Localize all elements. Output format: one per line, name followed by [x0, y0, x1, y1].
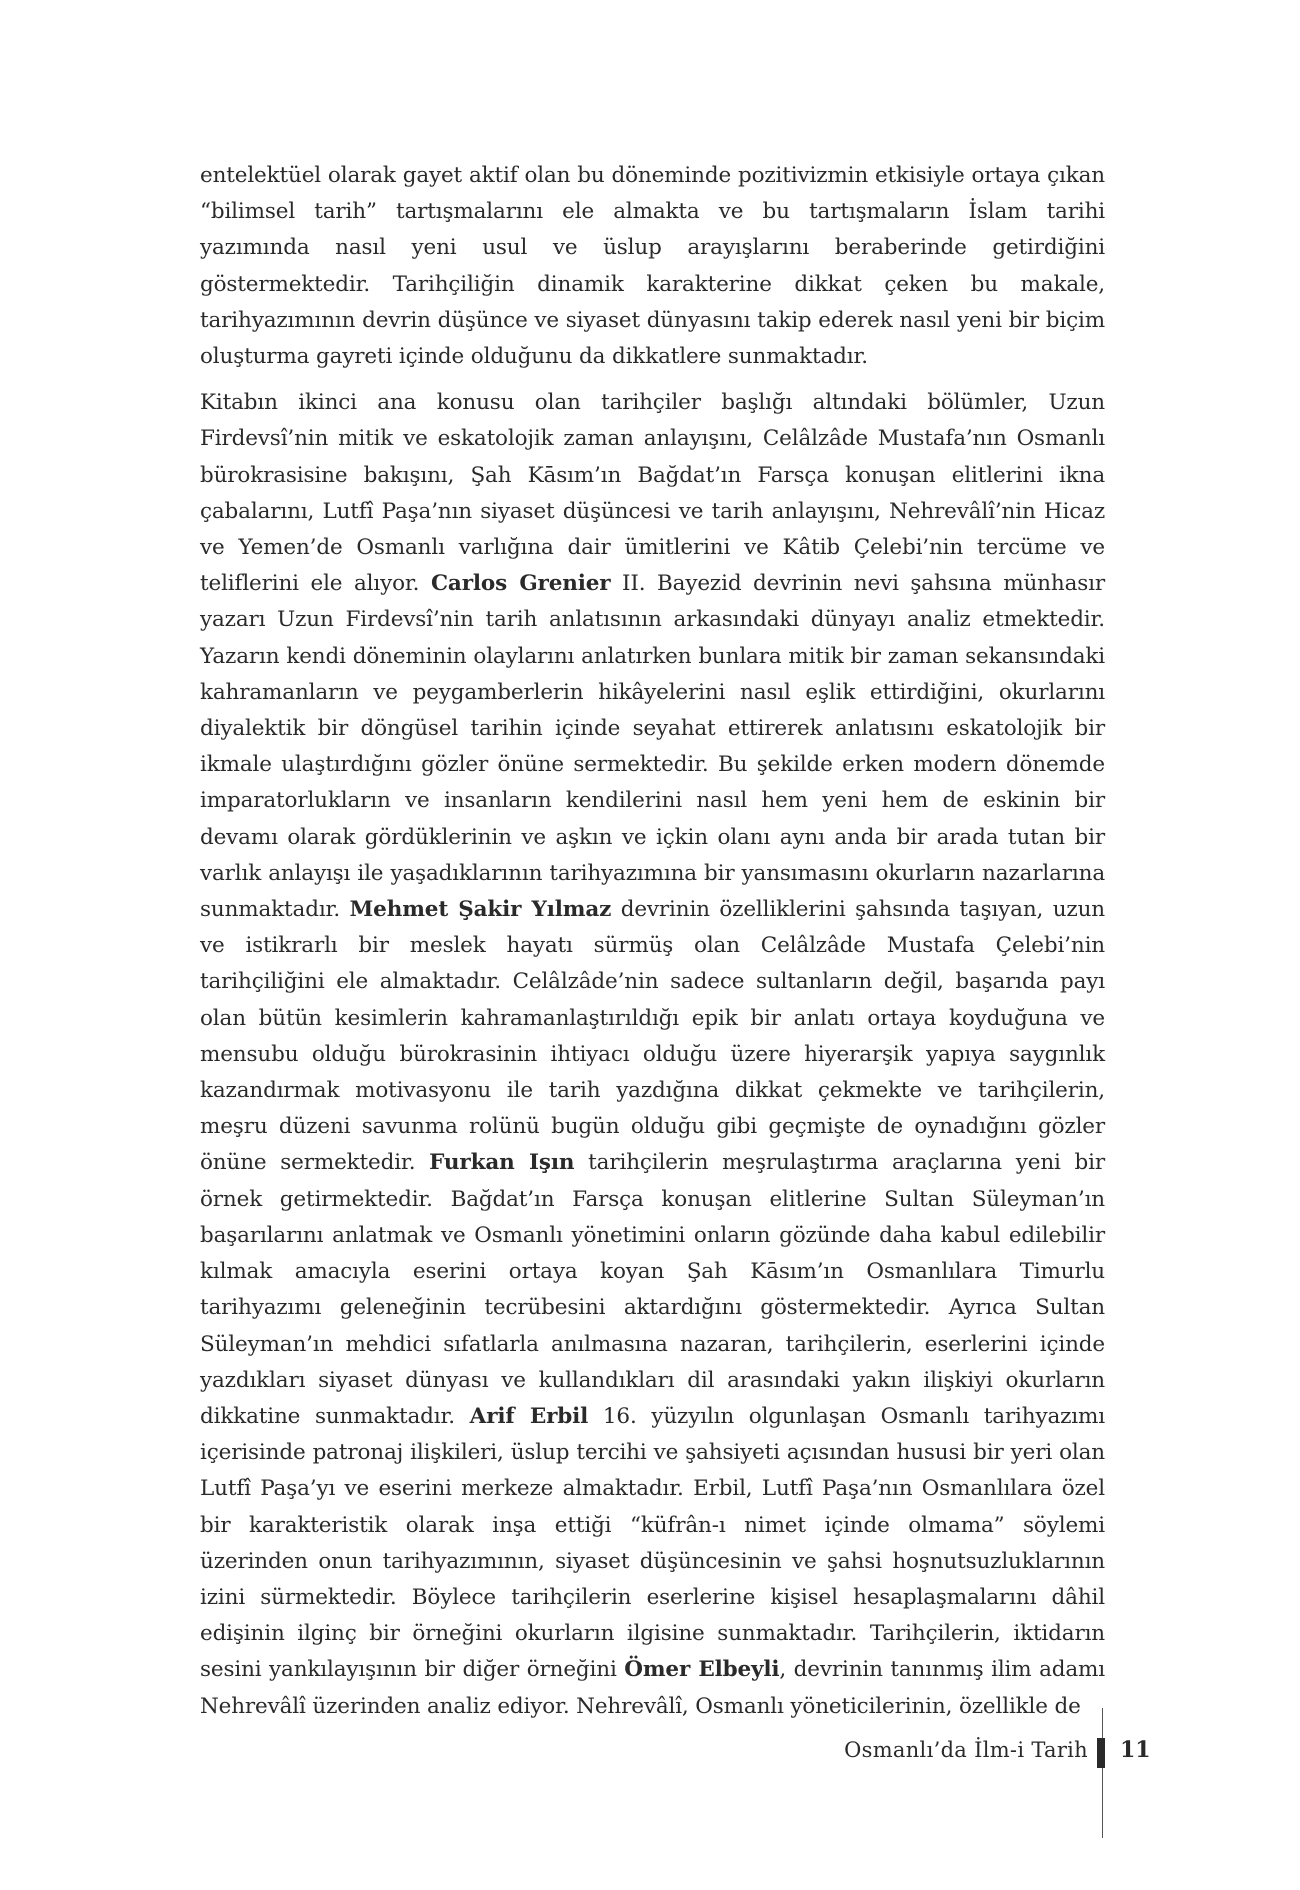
text-run: Kitabın ikinci ana konusu olan tarihçiler başlığı altındaki bölümler, Uzun Firdevsî’nin mitik ve eskatolojik zaman anlayışını, Celâlzâde Mustafa’nın Osmanlı bürokrasisine bakışını, Şah Kāsım’ın Bağdat’ın Farsça konuşan elitlerini ikna çabalarını, Lutfî Paşa’nın siyaset düşüncesi ve tarih anlayışını, Nehrevâlî’nin Hicaz ve Yemen’de Osmanlı varlığına dair ümitlerini ve Kâtib Çelebi’nin tercüme ve teliflerini ele alıyor. [200, 390, 1105, 597]
author-name: Arif Erbil [469, 1403, 589, 1429]
text-run: 16. yüzyılın olgunlaşan Osmanlı tarihyazımı içerisinde patronaj ilişkileri, üslup tercihi ve şahsiyeti açısından hususi bir yeri olan Lutfî Paşa’yı ve eserini merkeze almaktadır. Erbil, Lutfî Paşa’nın Osmanlılara özel bir karakteristik olarak inşa ettiği “küfrân-ı nimet içinde olmama” söylemi üzerinden onun tarihyazımının, siyaset düşüncesinin ve şahsi hoşnutsuzluklarının izini sürmektedir. Böylece tarihçilerin eserlerine kişisel hesaplaşmalarını dâhil edişinin ilginç bir örneğini okurların ilgisine sunmaktadır. Tarihçilerin, iktidarın sesini yankılayışının bir diğer örneğini [200, 1403, 1105, 1683]
text-run: devrinin özelliklerini şahsında taşıyan, uzun ve istikrarlı bir meslek hayatı sürmüş olan Celâlzâde Mustafa Çelebi’nin tarihçiliğini ele almaktadır. Celâlzâde’nin sadece sultanların değil, başarıda payı olan bütün kesimlerin kahramanlaştırıldığı epik bir anlatı ortaya koyduğuna ve mensubu olduğu bürokrasinin ihtiyacı olduğu üzere hiyerarşik yapıya saygınlık kazandırmak motivasyonu ile tarih yazdığına dikkat çekmekte ve tarihçilerin, meşru düzeni savunma rolünü bugün olduğu gibi geçmişte de oynadığını gözler önüne sermektedir. [200, 897, 1105, 1176]
text-run: II. Bayezid devrinin nevi şahsına münhasır yazarı Uzun Firdevsî’nin tarih anlatısının arkasındaki dünyayı analiz etmektedir. Yazarın kendi döneminin olaylarını anlatırken bunlara mitik bir zaman sekansındaki kahramanların ve peygamberlerin hikâyelerini nasıl eşlik ettirdiğini, okurlarını diyalektik bir döngüsel tarihin içinde seyahat ettirerek anlatısını eskatolojik bir ikmale ulaştırdığını gözler önüne sermektedir. Bu şekilde erken modern dönemde imparatorlukların ve insanların kendilerini nasıl hem yeni hem de eskinin bir devamı olarak gördüklerinin ve aşkın ve içkin olanı aynı anda bir arada tutan bir varlık anlayışı ile yaşadıklarının tarihyazımına bir yansımasını okurların nazarlarına sunmaktadır. [200, 571, 1105, 923]
text-run: entelektüel olarak gayet aktif olan bu döneminde pozitivizmin etkisiyle ortaya çıkan “bilimsel tarih” tartışmalarını ele almakta ve bu tartışmaların İslam tarihi yazımında nasıl yeni usul ve üslup arayışlarını beraberinde getirdiğini göstermektedir. Tarihçiliğin dinamik karakterine dikkat çeken bu makale, tarihyazımının devrin düşünce ve siyaset dünyasını takip ederek nasıl yeni bir biçim oluşturma gayreti içinde olduğunu da dikkatlere sunmaktadır. [200, 163, 1105, 370]
author-name: Furkan Işın [429, 1150, 575, 1176]
page-number: 11 [1120, 1737, 1151, 1763]
paragraph-2 [200, 385, 1105, 1725]
author-name: Carlos Grenier [430, 571, 611, 597]
text-run: tarihçilerin meşrulaştırma araçlarına yeni bir örnek getirmektedir. Bağdat’ın Farsça konuşan elitlerine Sultan Süleyman’ın başarılarını anlatmak ve Osmanlı yönetimini onların gözünde daha kabul edilebilir kılmak amacıyla eserini ortaya koyan Şah Kāsım’ın Osmanlılara Timurlu tarihyazımı geleneğinin tecrübesini aktardığını göstermektedir. Ayrıca Sultan Süleyman’ın mehdici sıfatlarla anılmasına nazaran, tarihçilerin, eserlerini içinde yazdıkları siyaset dünyası ve kullandıkları dil arasındaki yakın ilişkiyi okurların dikkatine sunmaktadır. [200, 1150, 1105, 1429]
running-title: Osmanlı’da İlm-i Tarih [844, 1738, 1088, 1762]
footer-divider [1102, 1708, 1103, 1838]
author-name: Mehmet Şakir Yılmaz [349, 897, 612, 923]
text-run: , devrinin tanınmış ilim adamı Nehrevâlî üzerinden analiz ediyor. Nehrevâlî, Osmanlı yöneticilerinin, özellikle de [200, 1657, 1105, 1719]
paragraph-1 [200, 158, 1105, 375]
body-text [200, 158, 1105, 1725]
author-name: Ömer Elbeyli [624, 1657, 780, 1683]
footer-marker [1097, 1738, 1105, 1768]
